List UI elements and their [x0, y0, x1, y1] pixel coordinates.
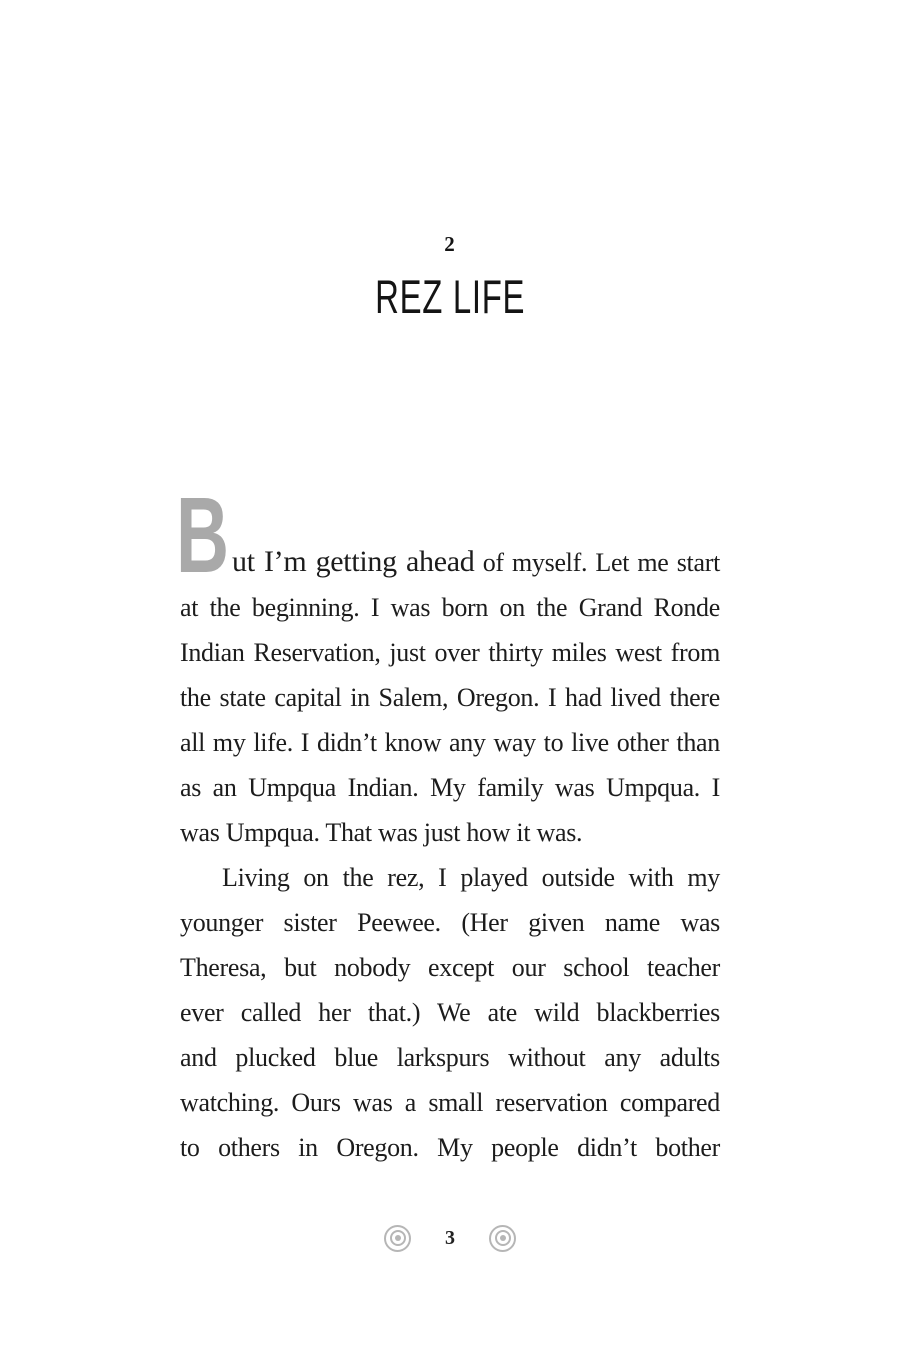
body-line: at the beginning. I was born on the Grand Ronde	[180, 593, 720, 622]
body-line: younger sister Peewee. (Her given name was	[180, 908, 720, 937]
body-line: as an Umpqua Indian. My family was Umpqua. I	[180, 773, 720, 802]
body-line: all my life. I didn’t know any way to live other than	[180, 728, 720, 757]
lead-in-text: ut I’m getting ahead	[232, 545, 475, 578]
page-footer	[0, 1222, 900, 1254]
bullseye-ornament-icon	[384, 1225, 411, 1252]
bullseye-dot	[395, 1235, 401, 1241]
body-line: to others in Oregon. My people didn’t bother	[180, 1133, 720, 1162]
body-line: Living on the rez, I played outside with my	[222, 863, 720, 892]
body-line: Indian Reservation, just over thirty miles west from	[180, 638, 720, 667]
body-text-block	[176, 474, 720, 1170]
body-line: ever called her that.) We ate wild blackberries	[180, 998, 720, 1027]
body-text: of myself. Let me start	[482, 548, 720, 577]
bullseye-ring	[390, 1230, 406, 1246]
bullseye-ornament-icon	[489, 1225, 516, 1252]
body-line: watching. Ours was a small reservation compared	[180, 1088, 720, 1117]
body-line: was Umpqua. That was just how it was.	[180, 818, 583, 847]
chapter-title	[0, 271, 900, 323]
body-line: Theresa, but nobody except our school teacher	[180, 953, 720, 982]
body-line: and plucked blue larkspurs without any adults	[180, 1043, 720, 1072]
bullseye-ring	[495, 1230, 511, 1246]
page-number: 3	[445, 1227, 455, 1249]
chapter-number: 2	[444, 232, 456, 256]
body-line	[180, 539, 720, 585]
body-line: the state capital in Salem, Oregon. I had lived there	[180, 683, 720, 712]
bullseye-dot	[500, 1235, 506, 1241]
drop-cap: B	[176, 474, 229, 595]
chapter-title-text: REZ LIFE	[374, 270, 526, 323]
